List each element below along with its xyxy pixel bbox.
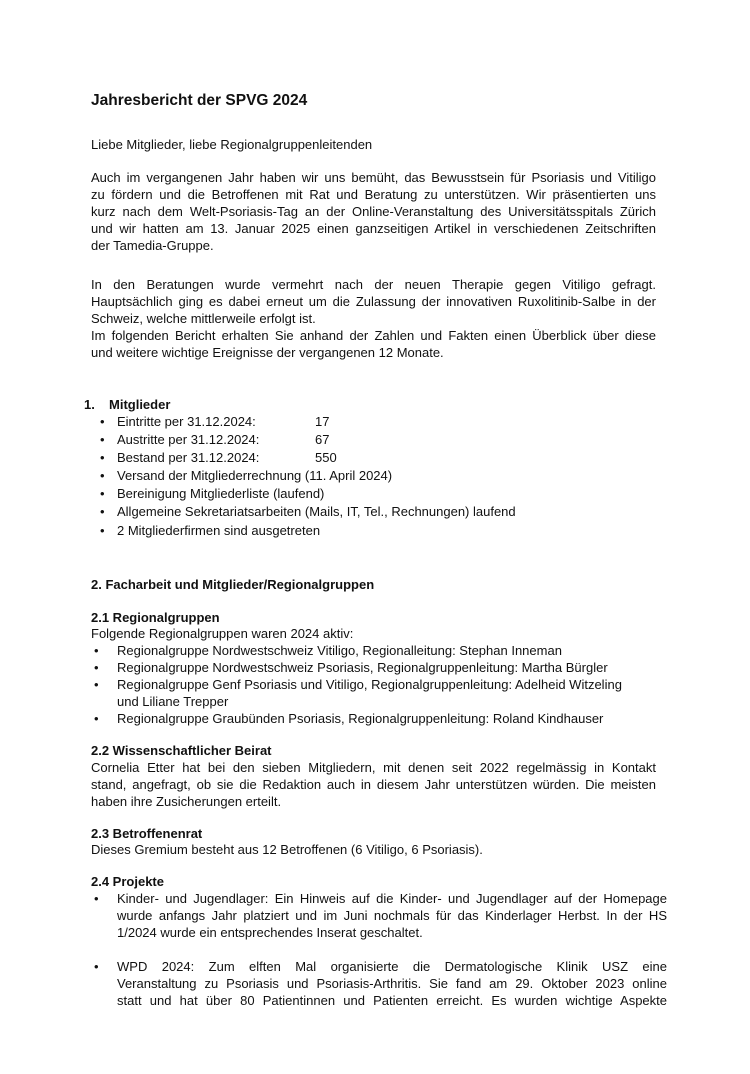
consult-line: Hauptsächlich ging es dabei erneut um die Zulassung der innovativen Ruxolitinib-Salbe in der <box>91 294 656 309</box>
bullet-icon: • <box>100 450 105 465</box>
consult-line: und weitere wichtige Ereignisse der vergangenen 12 Monate. <box>91 345 444 360</box>
stat-label: Austritte per 31.12.2024: <box>117 432 260 447</box>
stat-value: 17 <box>315 414 330 429</box>
bullet-icon: • <box>100 523 105 538</box>
stat-label: Eintritte per 31.12.2024: <box>117 414 256 429</box>
bullet-icon: • <box>100 486 105 501</box>
list-item-text: 1/2024 wurde ein entsprechendes Inserat geschaltet. <box>117 925 423 940</box>
bullet-icon: • <box>100 414 105 429</box>
bullet-icon: • <box>94 643 99 658</box>
subsection-heading: 2.3 Betroffenenrat <box>91 826 203 841</box>
subsection-heading: 2.2 Wissenschaftlicher Beirat <box>91 743 272 758</box>
list-item-text: WPD 2024: Zum elften Mal organisierte die Dermatologische Klinik USZ eine <box>117 959 667 974</box>
list-item-text: statt und hat über 80 Patientinnen und Patienten erreicht. Es wurden wichtige Aspekte <box>117 993 667 1008</box>
list-item-text: Bereinigung Mitgliederliste (laufend) <box>117 486 325 501</box>
list-item-text: Veranstaltung zu Psoriasis und Psoriasis-Arthritis. Sie fand am 29. Oktober 2023 online <box>117 976 667 991</box>
paragraph-line: Cornelia Etter hat bei den sieben Mitgliedern, mit denen seit 2022 regelmässig in Kontakt <box>91 760 656 775</box>
list-item-text: Regionalgruppe Genf Psoriasis und Vitiligo, Regionalgruppenleitung: Adelheid Witzeling <box>117 677 622 692</box>
list-item-text: wurde anfangs Jahr platziert und im Juni nochmals für das Kinderlager Herbst. In der HS <box>117 908 667 923</box>
list-item-text: und Liliane Trepper <box>117 694 229 709</box>
section-heading: Mitglieder <box>109 397 171 412</box>
intro-line: der Tamedia-Gruppe. <box>91 238 214 253</box>
bullet-icon: • <box>94 660 99 675</box>
stat-value: 550 <box>315 450 337 465</box>
subsection-heading: 2.4 Projekte <box>91 874 164 889</box>
intro-line: Auch im vergangenen Jahr haben wir uns bemüht, das Bewusstsein für Psoriasis und Vitiligo <box>91 170 656 185</box>
list-item-text: Allgemeine Sekretariatsarbeiten (Mails, IT, Tel., Rechnungen) laufend <box>117 504 516 519</box>
bullet-icon: • <box>100 468 105 483</box>
list-item-text: Regionalgruppe Graubünden Psoriasis, Regionalgruppenleitung: Roland Kindhauser <box>117 711 604 726</box>
subsection-heading: 2.1 Regionalgruppen <box>91 610 220 625</box>
stat-value: 67 <box>315 432 330 447</box>
paragraph-line: Dieses Gremium besteht aus 12 Betroffenen (6 Vitiligo, 6 Psoriasis). <box>91 842 483 857</box>
intro-line: zu fördern und die Betroffenen mit Rat und Beratung zu unterstützen. Wir präsentierten uns <box>91 187 656 202</box>
bullet-icon: • <box>94 959 99 974</box>
intro-line: und wir hatten am 13. Januar 2025 einen ganzseitigen Artikel in verschiedenen Zeitschriften <box>91 221 656 236</box>
bullet-icon: • <box>94 677 99 692</box>
bullet-icon: • <box>100 432 105 447</box>
greeting: Liebe Mitglieder, liebe Regionalgruppenleitenden <box>91 137 373 152</box>
consult-line: In den Beratungen wurde vermehrt nach der neuen Therapie gegen Vitiligo gefragt. <box>91 277 656 292</box>
bullet-icon: • <box>100 504 105 519</box>
subsection-intro: Folgende Regionalgruppen waren 2024 aktiv: <box>91 626 354 641</box>
consult-line: Im folgenden Bericht erhalten Sie anhand der Zahlen und Fakten einen Überblick über diese <box>91 328 656 343</box>
bullet-icon: • <box>94 891 99 906</box>
list-item-text: 2 Mitgliederfirmen sind ausgetreten <box>117 523 321 538</box>
intro-line: kurz nach dem Welt-Psoriasis-Tag an der Online-Veranstaltung des Universitätsspitals Zürich <box>91 204 656 219</box>
list-item-text: Versand der Mitgliederrechnung (11. April 2024) <box>117 468 393 483</box>
consult-line: Schweiz, welche mittlerweile erfolgt ist. <box>91 311 316 326</box>
section-number: 1. <box>84 397 95 412</box>
paragraph-line: haben ihre Zusicherungen erteilt. <box>91 794 282 809</box>
list-item-text: Kinder- und Jugendlager: Ein Hinweis auf die Kinder- und Jugendlager auf der Homepage <box>117 891 667 906</box>
list-item-text: Regionalgruppe Nordwestschweiz Psoriasis, Regionalgruppenleitung: Martha Bürgler <box>117 660 608 675</box>
list-item-text: Regionalgruppe Nordwestschweiz Vitiligo, Regionalleitung: Stephan Inneman <box>117 643 562 658</box>
stat-label: Bestand per 31.12.2024: <box>117 450 260 465</box>
paragraph-line: stand, angefragt, ob sie die Redaktion auch in diesem Jahr unterstützen würden. Die meisten <box>91 777 656 792</box>
section-heading: 2. Facharbeit und Mitglieder/Regionalgruppen <box>91 577 375 592</box>
document-title: Jahresbericht der SPVG 2024 <box>91 92 308 109</box>
bullet-icon: • <box>94 711 99 726</box>
